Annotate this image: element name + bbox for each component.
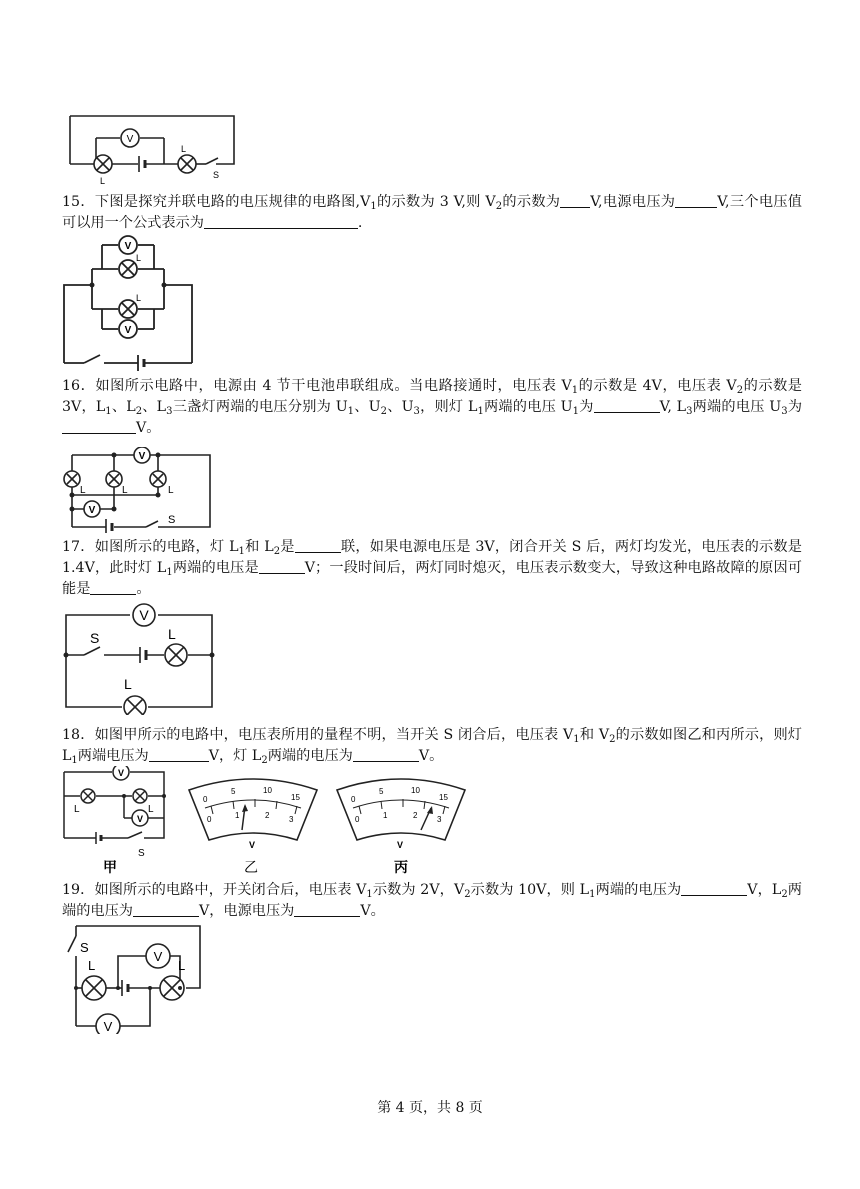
circuit-figure-q19 [62, 922, 204, 1034]
svg-text:L: L [181, 144, 187, 154]
svg-text:2: 2 [413, 811, 418, 820]
answer-blank[interactable] [149, 747, 209, 762]
svg-text:2: 2 [265, 811, 270, 820]
answer-blank[interactable] [560, 193, 590, 208]
svg-text:L: L [148, 804, 154, 815]
svg-text:S: S [138, 848, 145, 859]
circuit-figure-q16 [62, 447, 214, 533]
svg-text:1: 1 [383, 811, 388, 820]
svg-text:5: 5 [231, 787, 236, 796]
answer-blank[interactable] [62, 419, 136, 434]
svg-text:10: 10 [411, 786, 420, 795]
caption-jia: 甲 [103, 859, 117, 875]
svg-text:V: V [124, 241, 132, 252]
svg-text:V: V [103, 1019, 113, 1034]
svg-text:L: L [178, 958, 186, 973]
svg-text:S: S [90, 630, 100, 646]
svg-text:1: 1 [235, 811, 240, 820]
svg-text:L: L [168, 626, 176, 642]
svg-text:0: 0 [207, 815, 212, 824]
svg-text:L: L [136, 253, 142, 263]
svg-text:S: S [168, 514, 176, 526]
svg-text:15: 15 [291, 793, 300, 802]
svg-text:V: V [138, 451, 146, 462]
svg-text:L: L [88, 958, 96, 973]
svg-text:V: V [117, 768, 125, 778]
question-15: 15．下图是探究并联电路的电压规律的电路图$,V_1$的示数为 3 V,则 $V_2$的示数为 V,电源电压为 V,三个电压值可以用一个公式表示为 . [62, 194, 802, 231]
svg-text:L: L [136, 293, 142, 303]
svg-text:V: V [136, 814, 144, 824]
answer-blank[interactable] [90, 580, 136, 595]
svg-text:10: 10 [263, 786, 272, 795]
svg-text:V: V [124, 325, 132, 336]
svg-text:V: V [397, 840, 404, 850]
answer-blank[interactable] [681, 881, 747, 896]
question-19: 19．如图所示的电路中，开关闭合后，电压表 $V_1$示数为 2V，$V_2$示数为 10V，则 $L_1$两端的电压为 V，$L_2$两端的电压为 V，电源电压为 V。 [62, 882, 802, 919]
svg-text:0: 0 [351, 795, 356, 804]
answer-blank[interactable] [675, 193, 717, 208]
question-16: 16．如图所示电路中，电源由 4 节干电池串联组成。当电路接通时，电压表 $V_1$的示数是 4V，电压表 $V_2$的示数是 3V，$L_1$、$L_2$、$L_3$三盏灯两端的电压分别为 $U_1$、$U_2$、$U_3$，则灯 $L_1$两端的电压 $U_1$为 V, $L_3$两端的电压 $U_3$为V。 [62, 378, 803, 436]
svg-text:L: L [168, 485, 174, 496]
circuit-figure-q17 [60, 603, 218, 715]
voltmeter-dial-yi [185, 776, 321, 878]
svg-text:5: 5 [379, 787, 384, 796]
svg-text:L: L [124, 676, 132, 692]
answer-blank[interactable] [353, 747, 419, 762]
svg-text:V: V [88, 505, 96, 516]
svg-text:L: L [80, 485, 86, 496]
circuit-figure-q14 [66, 112, 238, 190]
answer-blank[interactable] [594, 398, 660, 413]
svg-text:3: 3 [437, 815, 442, 824]
voltmeter-dial-bing [333, 776, 469, 878]
caption-bing: 丙 [394, 859, 408, 875]
question-18: 18．如图甲所示的电路中，电压表所用的量程不明，当开关 S 闭合后，电压表 $V_1$和 $V_2$的示数如图乙和丙所示，则灯 $L_1$两端电压为 V，灯 $L_2$两端的电压为 V。 [62, 727, 802, 766]
question-17: 17．如图所示的电路，灯 $L_1$和 $L_2$是 联，如果电源电压是 3V，闭合开关 S 后，两灯均发光，电压表的示数是 1.4V，此时灯 $L_1$两端的电压是 V；一段时间后，两灯同时熄灭，电压表示数变大，导致这种电路故障的原因可能是 。 [62, 539, 802, 597]
svg-text:0: 0 [203, 795, 208, 804]
svg-text:0: 0 [355, 815, 360, 824]
answer-blank[interactable] [294, 902, 360, 917]
svg-text:S: S [213, 170, 220, 180]
svg-text:L: L [74, 804, 80, 815]
svg-text:V: V [139, 607, 149, 623]
answer-blank[interactable] [295, 538, 341, 553]
svg-text:V: V [126, 134, 134, 145]
caption-yi: 乙 [244, 859, 258, 875]
answer-blank[interactable] [204, 214, 358, 229]
svg-text:3: 3 [289, 815, 294, 824]
svg-text:S: S [80, 940, 89, 955]
svg-text:V: V [153, 949, 163, 964]
svg-text:L: L [122, 485, 128, 496]
circuit-figure-q18-jia [60, 766, 172, 876]
answer-blank[interactable] [133, 902, 199, 917]
svg-text:15: 15 [439, 793, 448, 802]
svg-text:V: V [249, 840, 256, 850]
svg-text:L: L [100, 176, 106, 186]
circuit-figure-q15 [60, 233, 196, 373]
page-footer: 第 4 页，共 8 页 [377, 1100, 483, 1116]
answer-blank[interactable] [259, 559, 305, 574]
